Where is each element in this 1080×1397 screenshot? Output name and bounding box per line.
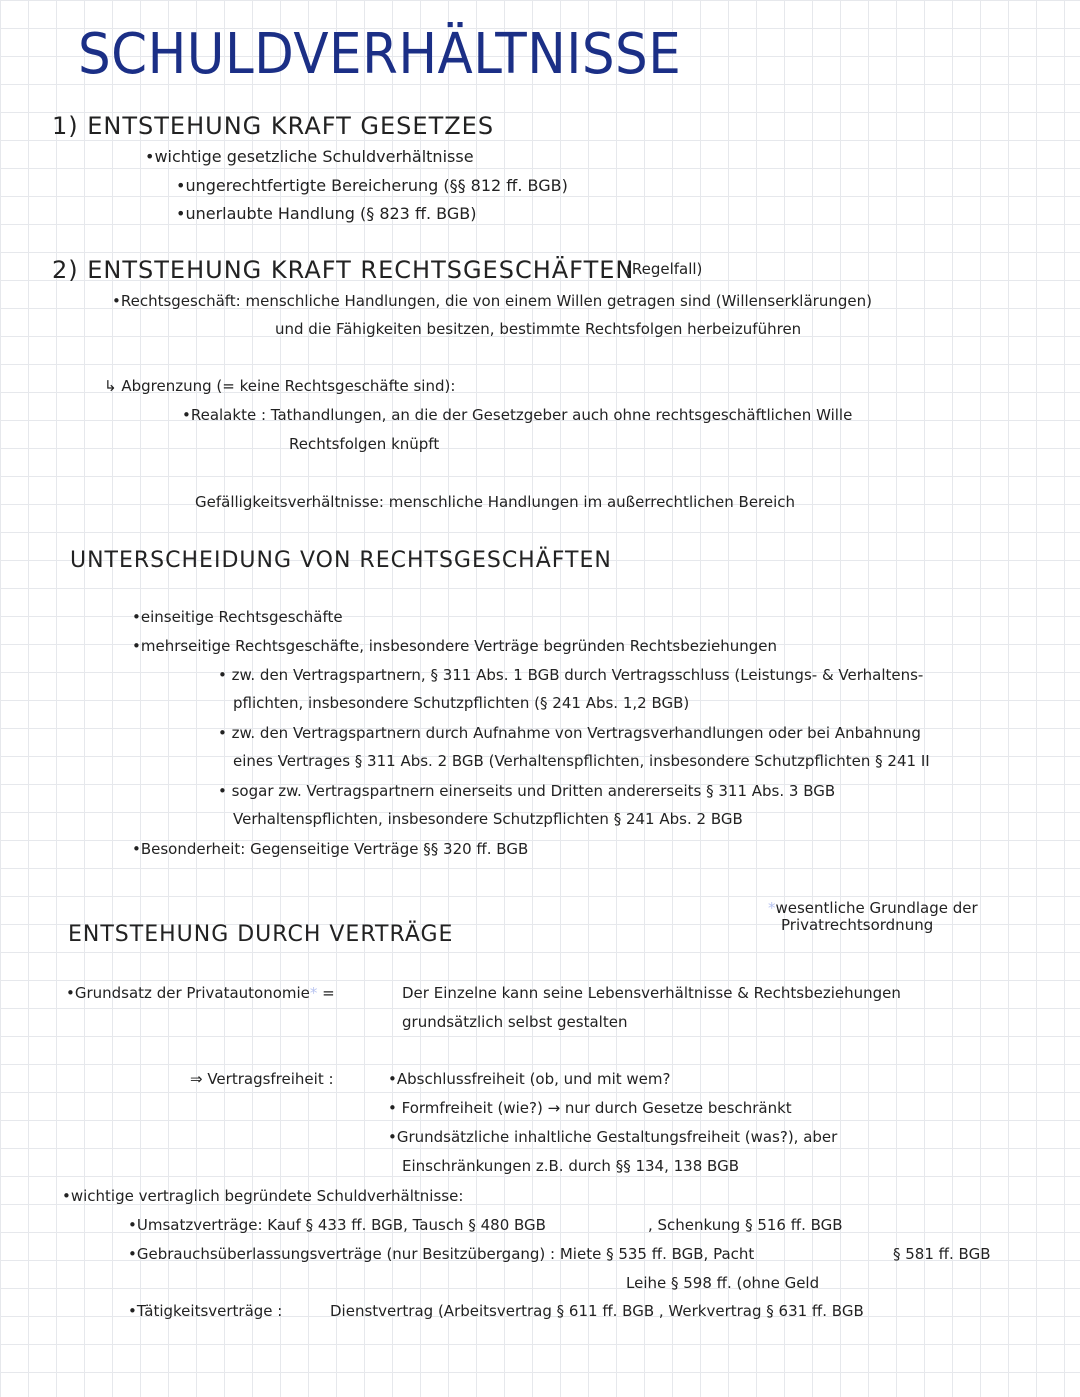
text-line: • Formfreiheit (wie?) → nur durch Gesetze beschränkt <box>388 1099 792 1117</box>
text-line: •Grundsätzliche inhaltliche Gestaltungsfreiheit (was?), aber <box>388 1128 838 1146</box>
text-line: pflichten, insbesondere Schutzpflichten (§ 241 Abs. 1,2 BGB) <box>233 694 690 712</box>
text-line: § 581 ff. BGB <box>893 1245 991 1263</box>
note-line: Privatrechtsordnung <box>781 916 934 934</box>
text-line: und die Fähigkeiten besitzen, bestimmte Rechtsfolgen herbeizuführen <box>275 320 802 338</box>
text-line: •Gebrauchsüberlassungsverträge (nur Besitzübergang) : Miete § 535 ff. BGB, Pacht <box>128 1245 755 1263</box>
text-line: •wichtige gesetzliche Schuldverhältnisse <box>145 147 474 166</box>
privatautonomie-star: * <box>309 984 318 1002</box>
section-heading-rechtsgeschaeft: 2) ENTSTEHUNG KRAFT RECHTSGESCHÄFTEN <box>52 256 635 284</box>
text-line: •Abschlussfreiheit (ob, und mit wem? <box>388 1070 671 1088</box>
equals-sign: = <box>317 984 335 1002</box>
text-line: •Tätigkeitsverträge : <box>128 1302 283 1320</box>
text-line: •mehrseitige Rechtsgeschäfte, insbesondere Verträge begründen Rechtsbeziehungen <box>132 637 778 655</box>
page-title: SCHULDVERHÄLTNISSE <box>78 22 682 87</box>
text-line: grundsätzlich selbst gestalten <box>402 1013 628 1031</box>
text-line: Rechtsfolgen knüpft <box>289 435 440 453</box>
text-line: •wichtige vertraglich begründete Schuldverhältnisse: <box>62 1187 464 1205</box>
text-line: ↳ Abgrenzung (= keine Rechtsgeschäfte sind): <box>104 377 456 395</box>
text-line: Einschränkungen z.B. durch §§ 134, 138 BGB <box>402 1157 739 1175</box>
section-heading-vertraege: ENTSTEHUNG DURCH VERTRÄGE <box>68 922 454 947</box>
section-heading-gesetz: 1) ENTSTEHUNG KRAFT GESETZES <box>52 112 495 140</box>
note-star: * <box>768 899 776 917</box>
text-line: Dienstvertrag (Arbeitsvertrag § 611 ff. BGB , Werkvertrag § 631 ff. BGB <box>330 1302 864 1320</box>
text-line: •Realakte : Tathandlungen, an die der Gesetzgeber auch ohne rechtsgeschäftlichen Wille <box>182 406 853 424</box>
margin-note <box>768 900 978 934</box>
text-line: •einseitige Rechtsgeschäfte <box>132 608 343 626</box>
privatautonomie-label: •Grundsatz der Privatautonomie <box>66 984 310 1002</box>
text-line: •ungerechtfertigte Bereicherung (§§ 812 ff. BGB) <box>176 176 568 195</box>
text-line: • sogar zw. Vertragspartnern einerseits und Dritten andererseits § 311 Abs. 3 BGB <box>218 782 836 800</box>
vertragsfreiheit-label: ⇒ Vertragsfreiheit : <box>190 1070 334 1088</box>
text-line: • zw. den Vertragspartnern, § 311 Abs. 1 BGB durch Vertragsschluss (Leistungs- & Verhaltens- <box>218 666 924 684</box>
text-line <box>66 984 335 1002</box>
text-line: Der Einzelne kann seine Lebensverhältnisse & Rechtsbeziehungen <box>402 984 901 1002</box>
text-line: Gefälligkeitsverhältnisse: menschliche Handlungen im außerrechtlichen Bereich <box>195 493 796 511</box>
section-heading-unterscheidung: UNTERSCHEIDUNG VON RECHTSGESCHÄFTEN <box>70 548 612 573</box>
text-line: •Besonderheit: Gegenseitige Verträge §§ 320 ff. BGB <box>132 840 529 858</box>
text-line: , Schenkung § 516 ff. BGB <box>648 1216 843 1234</box>
text-line: • zw. den Vertragspartnern durch Aufnahme von Vertragsverhandlungen oder bei Anbahnung <box>218 724 921 742</box>
regelfall-note: (Regelfall) <box>626 260 703 278</box>
text-line: •Rechtsgeschäft: menschliche Handlungen, die von einem Willen getragen sind (Willenserklärungen) <box>112 292 872 310</box>
text-line: •Umsatzverträge: Kauf § 433 ff. BGB, Tausch § 480 BGB <box>128 1216 546 1234</box>
note-line: wesentliche Grundlage der <box>775 899 978 917</box>
text-line: eines Vertrages § 311 Abs. 2 BGB (Verhaltenspflichten, insbesondere Schutzpflichten § 241 II <box>233 752 930 770</box>
text-line: •unerlaubte Handlung (§ 823 ff. BGB) <box>176 204 477 223</box>
text-line: Leihe § 598 ff. (ohne Geld <box>626 1274 820 1292</box>
text-line: Verhaltenspflichten, insbesondere Schutzpflichten § 241 Abs. 2 BGB <box>233 810 743 828</box>
